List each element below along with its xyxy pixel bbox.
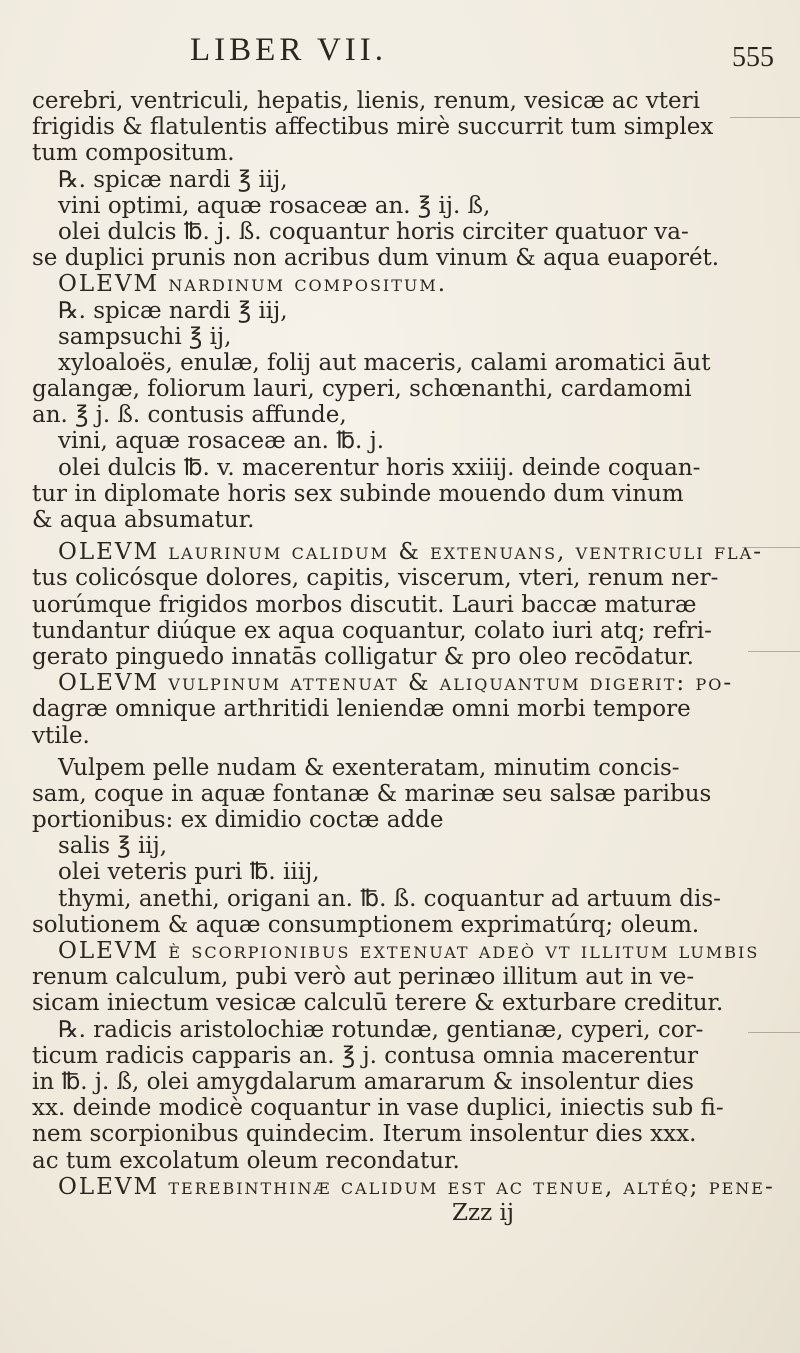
text-line: an. ℥ j. ß. contusis affunde, [32,402,347,429]
recipe-line: olei dulcis ℔. v. macerentur horis xxiiij. deinde coquan- [58,454,701,481]
text-line: sicam iniectum vesicæ calculū terere & exturbare creditur. [32,990,724,1017]
signature-mark: Zzz ij [452,1199,515,1226]
running-title: LIBER VII. [190,32,388,68]
text-line: ac tum excolatum oleum recondatur. [32,1147,460,1174]
text-line: ticum radicis capparis an. ℥ j. contusa omnia macerentur [32,1042,699,1069]
section-heading: OLEVM laurinum calidum & extenuans, ventriculi fla- [58,539,763,566]
text-line: & aqua absumatur. [32,507,255,533]
page-number: 555 [732,42,774,73]
section-heading: OLEVM vulpinum attenuat & aliquantum digerit: po- [58,670,734,697]
text-line: cerebri, ventriculi, hepatis, lienis, renum, vesicæ ac vteri [32,88,700,114]
text-line: uorúmque frigidos morbos discutit. Lauri baccæ maturæ [32,591,697,618]
recipe-line: ℞. spicæ nardi ℥ iij, [58,297,288,324]
recipe-line: thymi, anethi, origani an. ℔. ß. coquantur ad artuum dis- [58,885,721,912]
page-header [80,14,780,73]
text-line: tum compositum. [32,140,235,167]
text-line: portionibus: ex dimidio coctæ adde [32,807,444,834]
text-line: tus colicósque dolores, capitis, viscerum, vteri, renum ner- [32,565,719,592]
recipe-line: olei veteris puri ℔. iiij, [58,859,320,886]
body-text [32,88,792,1226]
text-line: galangæ, foliorum lauri, cyperi, schœnanthi, cardamomi [32,376,692,403]
recipe-line: vini, aquæ rosaceæ an. ℔. j. [58,428,385,455]
text-line: frigidis & flatulentis affectibus mirè succurrit tum simplex [32,114,714,141]
text-line: gerato pinguedo innatās colligatur & pro oleo recōdatur. [32,643,694,670]
text-line: renum calculum, pubi verò aut perinæo illitum aut in ve- [32,964,695,991]
text-line: se duplici prunis non acribus dum vinum & aqua euaporét. [32,245,720,272]
recipe-line: sampsuchi ℥ ij, [58,323,232,350]
text-line: solutionem & aquæ consumptionem exprimatúrq; oleum. [32,911,700,938]
text-line: vtile. [32,722,90,749]
recipe-line: ℞. spicæ nardi ℥ iij, [58,166,288,193]
text-line: nem scorpionibus quindecim. Iterum insolentur dies xxx. [32,1121,697,1148]
text-line: dagræ omnique arthritidi leniendæ omni morbi tempore [32,696,691,723]
text-line: tur in diplomate horis sex subinde mouendo dum vinum [32,480,684,507]
text-line: xx. deinde modicè coquantur in vase duplici, iniectis sub fi- [32,1095,724,1122]
recipe-line: olei dulcis ℔. j. ß. coquantur horis circiter quatuor va- [58,218,689,245]
text-line: tundantur diúque ex aqua coquantur, colato iuri atq; refri- [32,617,712,644]
recipe-line: xyloaloës, enulæ, folij aut maceris, calami aromatici āut [58,349,711,376]
text-line: Vulpem pelle nudam & exenteratam, minutim concis- [58,754,680,781]
recipe-line: salis ℥ iij, [58,833,168,860]
recipe-line: ℞. radicis aristolochiæ rotundæ, gentianæ, cyperi, cor- [58,1016,704,1043]
section-heading: OLEVM terebinthinæ calidum est ac tenue, altéq; pene- [58,1173,775,1200]
section-heading: OLEVM nardinum compositum. [58,271,448,298]
recipe-line: vini optimi, aquæ rosaceæ an. ℥ ij. ß, [58,192,491,219]
text-line: sam, coque in aquæ fontanæ & marinæ seu salsæ paribus [32,780,712,807]
text-line: in ℔. j. ß, olei amygdalarum amararum & insolentur dies [32,1068,694,1095]
section-heading: OLEVM è scorpionibus extenuat adeò vt illitum lumbis [58,938,760,964]
